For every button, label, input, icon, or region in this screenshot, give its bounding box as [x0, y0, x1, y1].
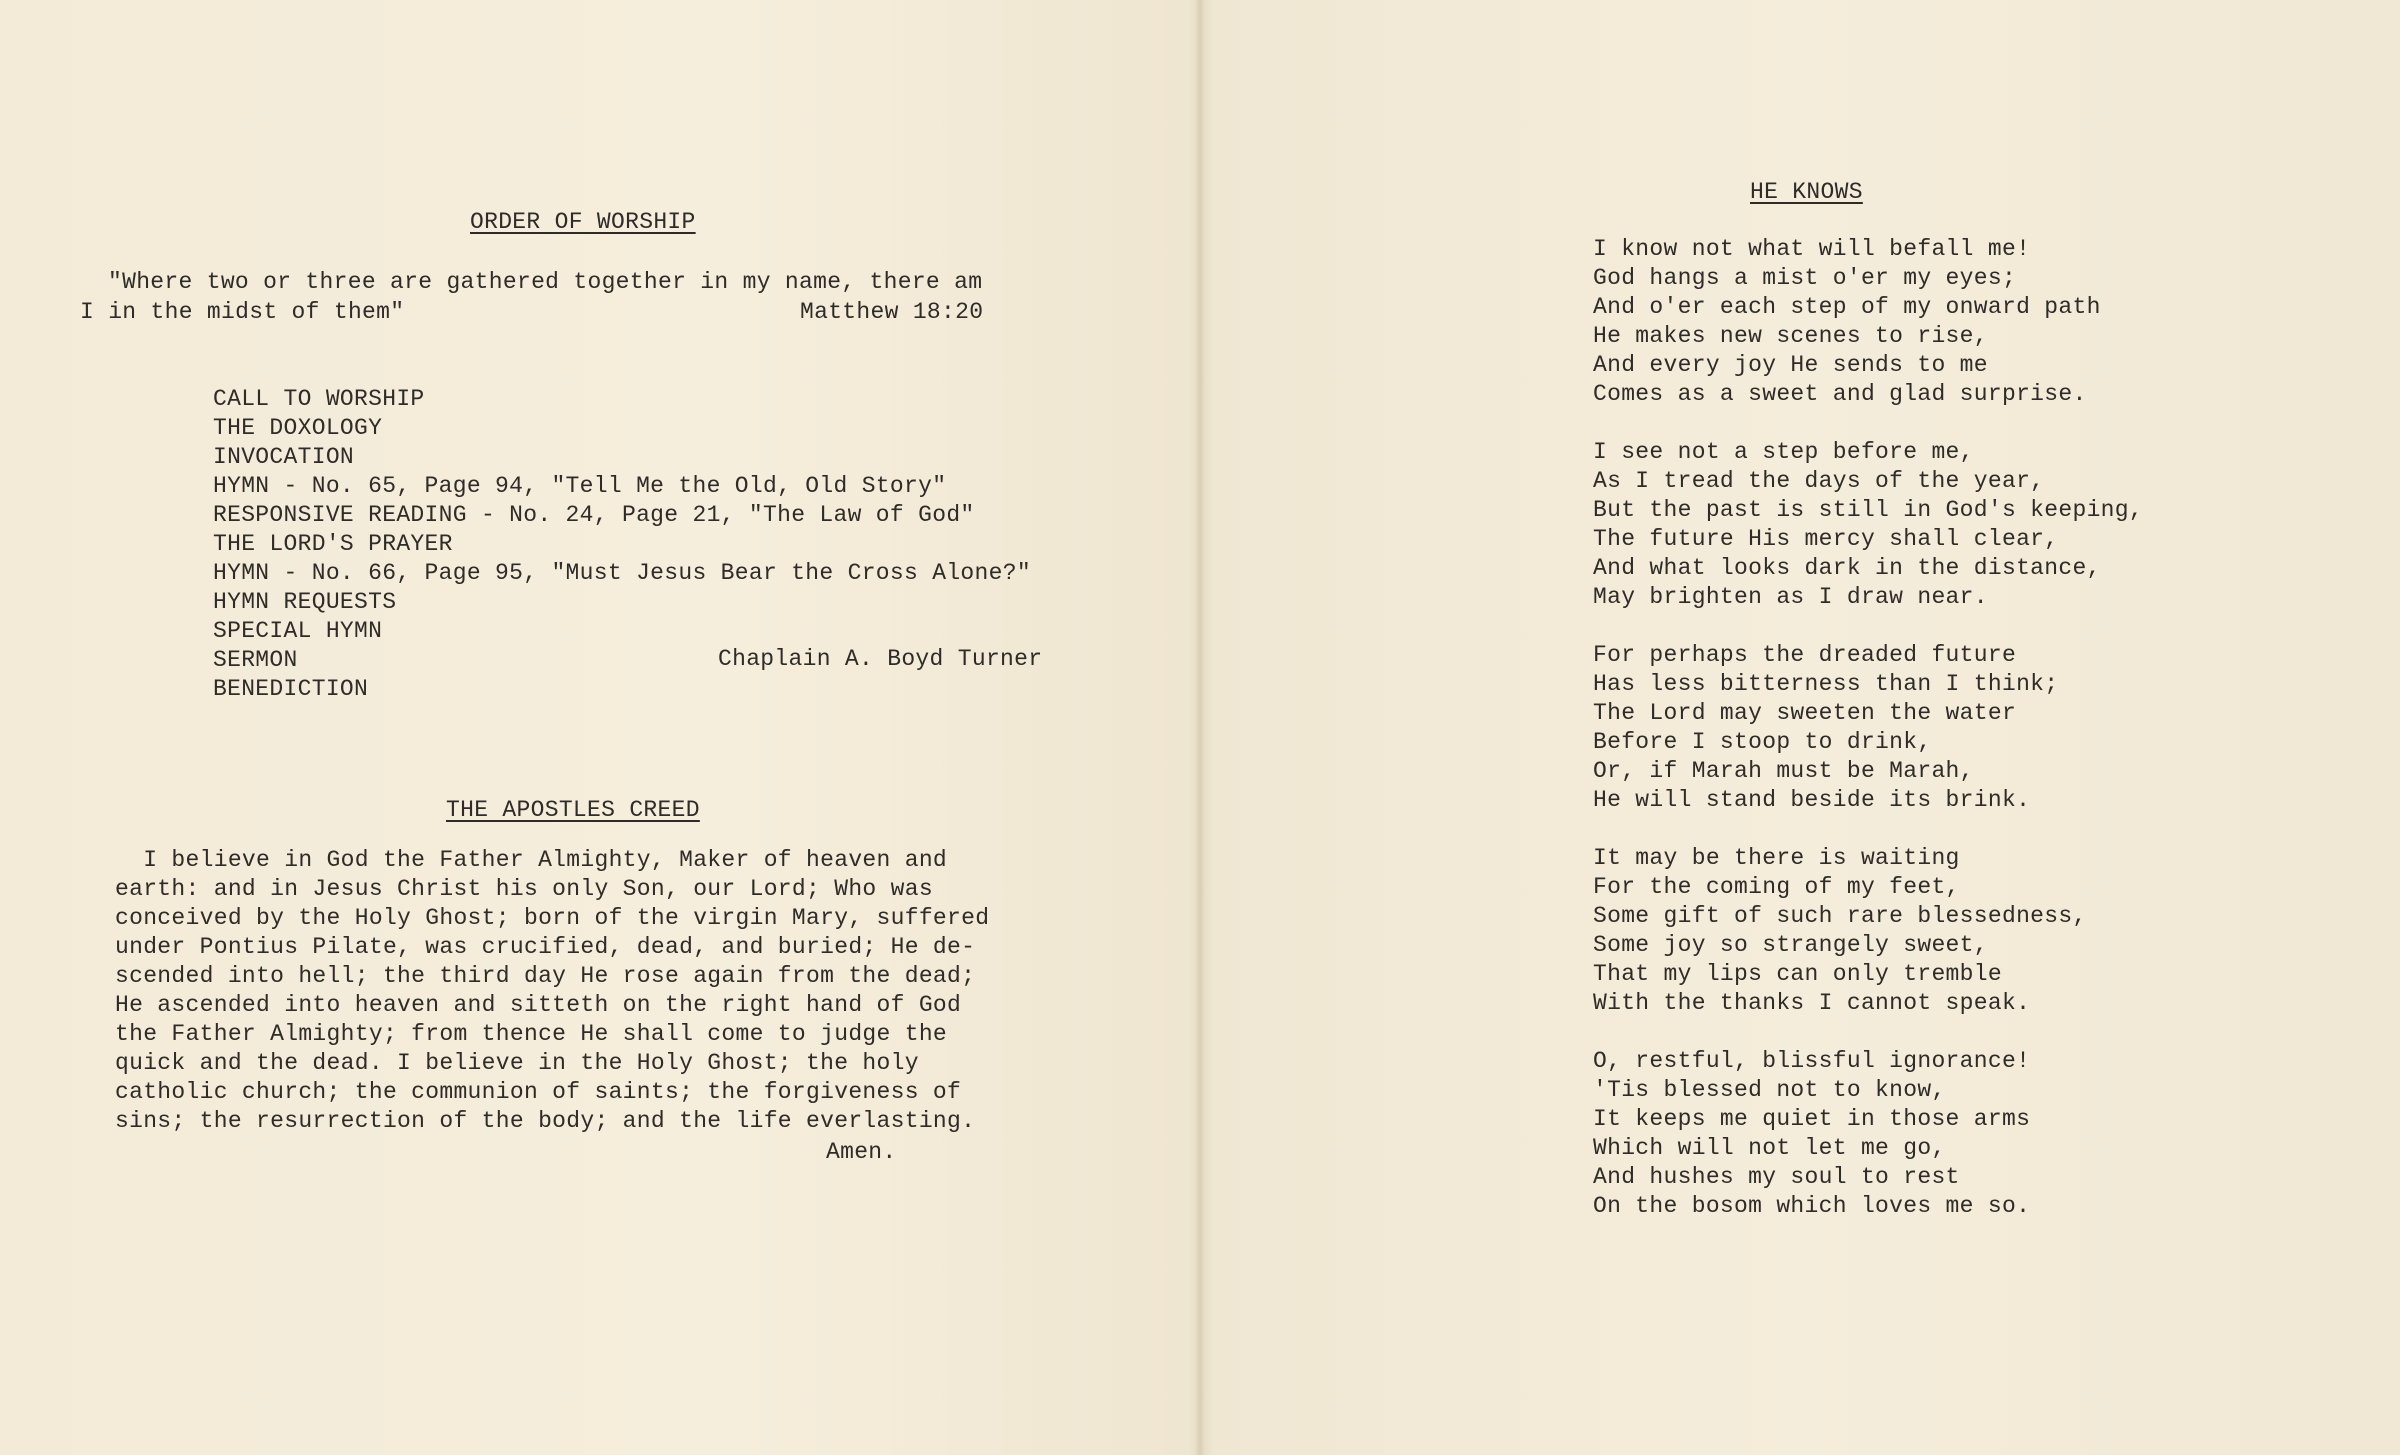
poem-line: But the past is still in God's keeping,	[1593, 497, 2143, 523]
poem-line: He will stand beside its brink.	[1593, 787, 2031, 813]
service-item: RESPONSIVE READING - No. 24, Page 21, "The Law of God"	[213, 502, 975, 528]
poem-line: It may be there is waiting	[1593, 845, 1960, 871]
poem-stanza	[1593, 1047, 2143, 1221]
poem-line: He makes new scenes to rise,	[1593, 323, 1988, 349]
creed-line: the Father Almighty; from thence He shall come to judge the	[115, 1021, 948, 1047]
poem-line: For perhaps the dreaded future	[1593, 642, 2017, 668]
apostles-creed-text	[115, 846, 989, 1136]
poem-line: Before I stoop to drink,	[1593, 729, 1932, 755]
poem-line: I know not what will befall me!	[1593, 236, 2031, 262]
poem-line: The Lord may sweeten the water	[1593, 700, 2017, 726]
poem-line: Has less bitterness than I think;	[1593, 671, 2059, 697]
epigraph-reference: Matthew 18:20	[800, 299, 984, 325]
poem-line: With the thanks I cannot speak.	[1593, 990, 2031, 1016]
service-item: SERMON	[213, 647, 298, 673]
poem-line: May brighten as I draw near.	[1593, 584, 1988, 610]
poem-line: It keeps me quiet in those arms	[1593, 1106, 2031, 1132]
poem-line: For the coming of my feet,	[1593, 874, 1960, 900]
creed-line: He ascended into heaven and sitteth on the right hand of God	[115, 992, 962, 1018]
service-item: HYMN REQUESTS	[213, 589, 397, 615]
poem-stanza	[1593, 641, 2143, 815]
creed-amen: Amen.	[826, 1139, 897, 1165]
creed-line: under Pontius Pilate, was crucified, dead, and buried; He de-	[115, 934, 976, 960]
service-item: INVOCATION	[213, 444, 355, 470]
service-item: HYMN - No. 65, Page 94, "Tell Me the Old, Old Story"	[213, 473, 947, 499]
poem-line: That my lips can only tremble	[1593, 961, 2002, 987]
center-fold	[1195, 0, 1205, 1455]
poem-line: On the bosom which loves me so.	[1593, 1193, 2031, 1219]
poem-line: And hushes my soul to rest	[1593, 1164, 1960, 1190]
poem-line: And o'er each step of my onward path	[1593, 294, 2101, 320]
service-item: THE DOXOLOGY	[213, 415, 383, 441]
service-item: THE LORD'S PRAYER	[213, 531, 453, 557]
epigraph-line-2: I in the midst of them"	[80, 299, 405, 325]
poem-line: Or, if Marah must be Marah,	[1593, 758, 1974, 784]
poem-stanza	[1593, 844, 2143, 1018]
sermon-speaker: Chaplain A. Boyd Turner	[718, 646, 1043, 672]
creed-line: sins; the resurrection of the body; and the life everlasting.	[115, 1108, 976, 1134]
poem-he-knows	[1593, 235, 2143, 1250]
poem-stanza	[1593, 438, 2143, 612]
epigraph-line-1: "Where two or three are gathered together in my name, there am	[108, 269, 983, 295]
poem-line: O, restful, blissful ignorance!	[1593, 1048, 2031, 1074]
poem-line: As I tread the days of the year,	[1593, 468, 2045, 494]
poem-line: Which will not let me go,	[1593, 1135, 1946, 1161]
poem-line: The future His mercy shall clear,	[1593, 526, 2059, 552]
poem-line: 'Tis blessed not to know,	[1593, 1077, 1946, 1103]
apostles-creed-title: THE APOSTLES CREED	[446, 797, 700, 823]
creed-line: earth: and in Jesus Christ his only Son, our Lord; Who was	[115, 876, 933, 902]
poem-title: HE KNOWS	[1750, 179, 1863, 205]
poem-line: Some gift of such rare blessedness,	[1593, 903, 2087, 929]
poem-line: Some joy so strangely sweet,	[1593, 932, 1988, 958]
creed-line: scended into hell; the third day He rose again from the dead;	[115, 963, 976, 989]
order-of-worship-title: ORDER OF WORSHIP	[470, 209, 696, 235]
poem-line: And what looks dark in the distance,	[1593, 555, 2101, 581]
creed-line: quick and the dead. I believe in the Holy Ghost; the holy	[115, 1050, 919, 1076]
poem-line: And every joy He sends to me	[1593, 352, 1988, 378]
creed-line: conceived by the Holy Ghost; born of the virgin Mary, suffered	[115, 905, 990, 931]
poem-line: I see not a step before me,	[1593, 439, 1974, 465]
service-item: SPECIAL HYMN	[213, 618, 383, 644]
creed-line: catholic church; the communion of saints; the forgiveness of	[115, 1079, 962, 1105]
poem-line: Comes as a sweet and glad surprise.	[1593, 381, 2087, 407]
creed-line: I believe in God the Father Almighty, Maker of heaven and	[115, 847, 948, 873]
poem-line: God hangs a mist o'er my eyes;	[1593, 265, 2017, 291]
service-item: HYMN - No. 66, Page 95, "Must Jesus Bear the Cross Alone?"	[213, 560, 1031, 586]
service-item: CALL TO WORSHIP	[213, 386, 425, 412]
poem-stanza	[1593, 235, 2143, 409]
service-item: BENEDICTION	[213, 676, 369, 702]
